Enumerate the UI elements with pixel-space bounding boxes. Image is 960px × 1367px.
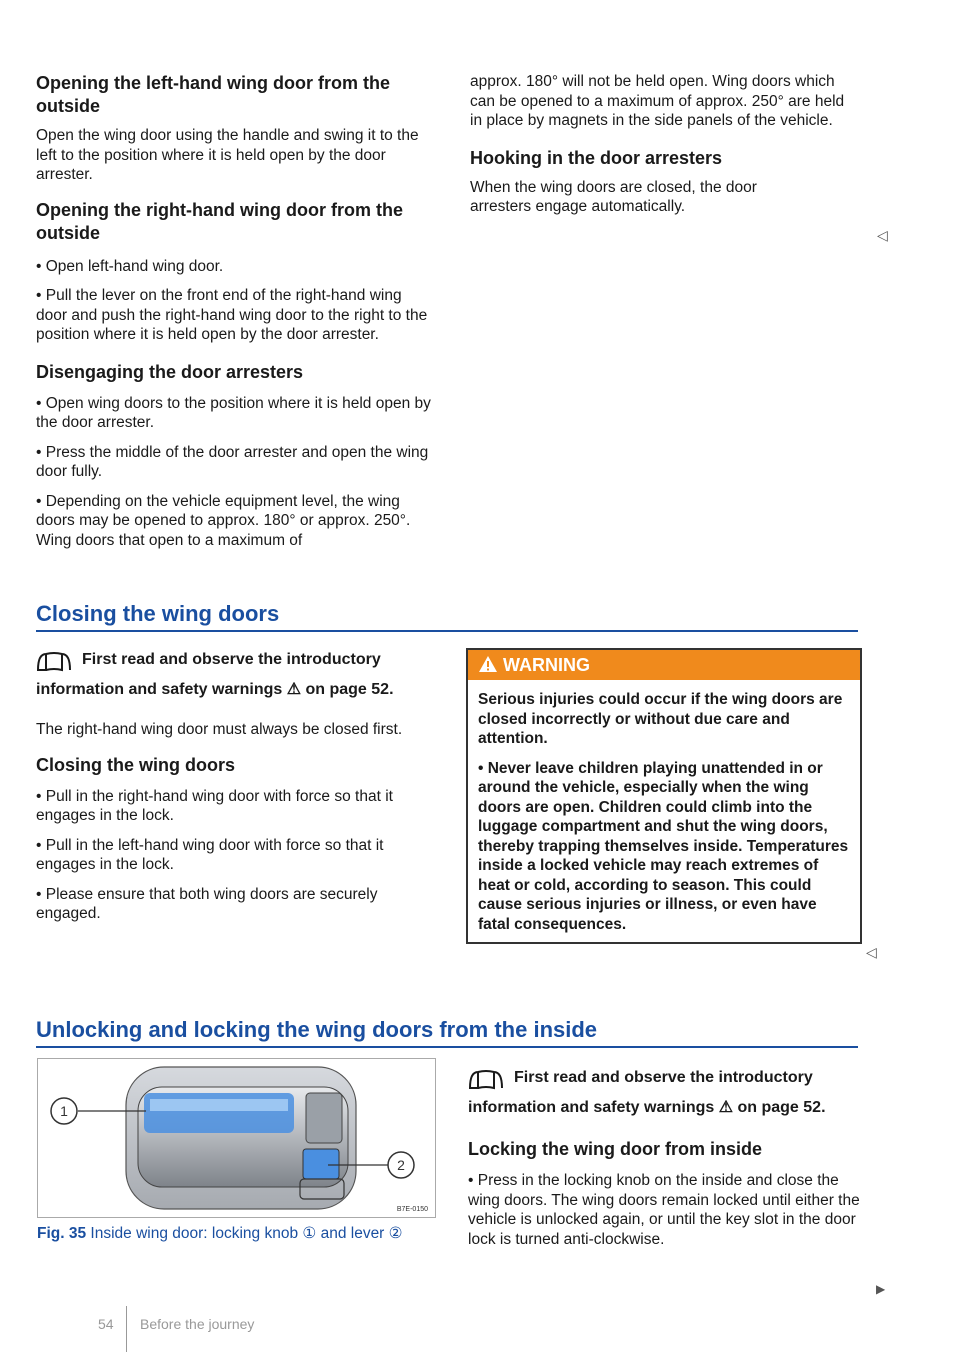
paragraph-approx: approx. 180° will not be held open. Wing doors which can be opened to a maximum of approx. 250° are held in place by magnets in the side panels of the vehicle. [470,73,845,129]
end-marker-1: ◁ [877,227,888,243]
paragraph-right-first: The right-hand wing door must always be closed first. [36,721,403,738]
section-title-closing: Closing the wing doors [36,601,280,626]
section-title-unlocking: Unlocking and locking the wing doors from the inside [36,1017,598,1042]
bullet-pull-lever: • Pull the lever on the front end of the right-hand wing door and push the right-hand wing door to the right to the position where it is held open by the door arrester. [36,286,436,345]
figure-caption [37,1224,437,1244]
heading-disengaging: Disengaging the door arresters [36,361,304,382]
bullet-ensure: • Please ensure that both wing doors are securely engaged. [36,885,436,924]
unlocking-right-column [468,1068,860,1249]
intro-note-closing: First read and observe the introductory information and safety warnings ⚠ on page 52. [36,651,394,698]
heading-open-left: Opening the left-hand wing door from the outside [36,73,390,116]
warning-label: WARNING [503,655,591,675]
warning-bullet: • Never leave children playing unattended in or around the vehicle, especially when the wing doors are open. Children could climb into the luggage compartment and shut the wing doors, thereby trapping themselves inside. Temperatures inside a locked vehicle may reach extremes of heat or cold, according to season. This could cause serious injuries or illness, or even have fatal consequences. [478,759,850,935]
callout-2: 2 [397,1157,405,1173]
closing-left-column [36,650,436,924]
footer-divider [126,1306,127,1352]
warning-header [468,650,860,680]
bullet-press-middle: • Press the middle of the door arrester and open the wing door fully. [36,443,436,482]
bullet-open-left-door: • Open left-hand wing door. [36,257,436,277]
continue-marker: ▶ [876,1282,886,1296]
callout-1: 1 [60,1103,68,1119]
end-marker-2: ◁ [866,944,877,960]
caption-text: Inside wing door: locking knob ① and lever ② [90,1225,403,1242]
figure-locking-knob [37,1058,436,1218]
book-icon [468,1068,504,1098]
page-number: 54 [98,1316,114,1332]
warning-box [466,648,862,944]
heading-open-right: Opening the right-hand wing door from the outside [36,199,403,243]
bullet-press-knob: • Press in the locking knob on the inside and close the wing doors. The wing doors remain locked until either the vehicle is unlocked again, or until the key slot in the door lock is turned anti-clockwise. [468,1171,860,1249]
heading-hooking: Hooking in the door arresters [470,147,723,168]
bullet-depending: • Depending on the vehicle equipment level, the wing doors may be opened to approx. 180° or approx. 250°. Wing doors that open to a maximum of [36,492,436,551]
intro-note-unlocking: First read and observe the introductory information and safety warnings ⚠ on page 52. [468,1069,826,1116]
paragraph-open-left: Open the wing door using the handle and swing it to the left to the position where it is held open by the door arrester. [36,127,419,183]
heading-closing: Closing the wing doors [36,754,235,775]
bullet-pull-left: • Pull in the left-hand wing door with force so that it engages in the lock. [36,836,436,875]
paragraph-hooking: When the wing doors are closed, the door arresters engage automatically. [470,178,757,215]
heading-locking: Locking the wing door from inside [468,1139,763,1159]
footer-section: Before the journey [140,1316,255,1332]
book-icon [36,650,72,680]
bullet-open-wing-doors: • Open wing doors to the position where it is held open by the door arrester. [36,394,436,433]
warning-paragraph: Serious injuries could occur if the wing doors are closed incorrectly or without due care and attention. [478,691,843,747]
bullet-pull-right: • Pull in the right-hand wing door with force so that it engages in the lock. [36,787,436,826]
warning-triangle-icon [478,655,503,675]
figure-illustration [38,1059,435,1217]
section-rule-unlocking [36,1046,858,1048]
right-column-top [470,72,860,217]
warning-body [468,680,860,942]
caption-number: Fig. 35 [37,1225,87,1242]
section-rule-closing [36,630,858,632]
left-column-top [36,72,436,550]
figure-code: B7E-0150 [396,1206,428,1213]
